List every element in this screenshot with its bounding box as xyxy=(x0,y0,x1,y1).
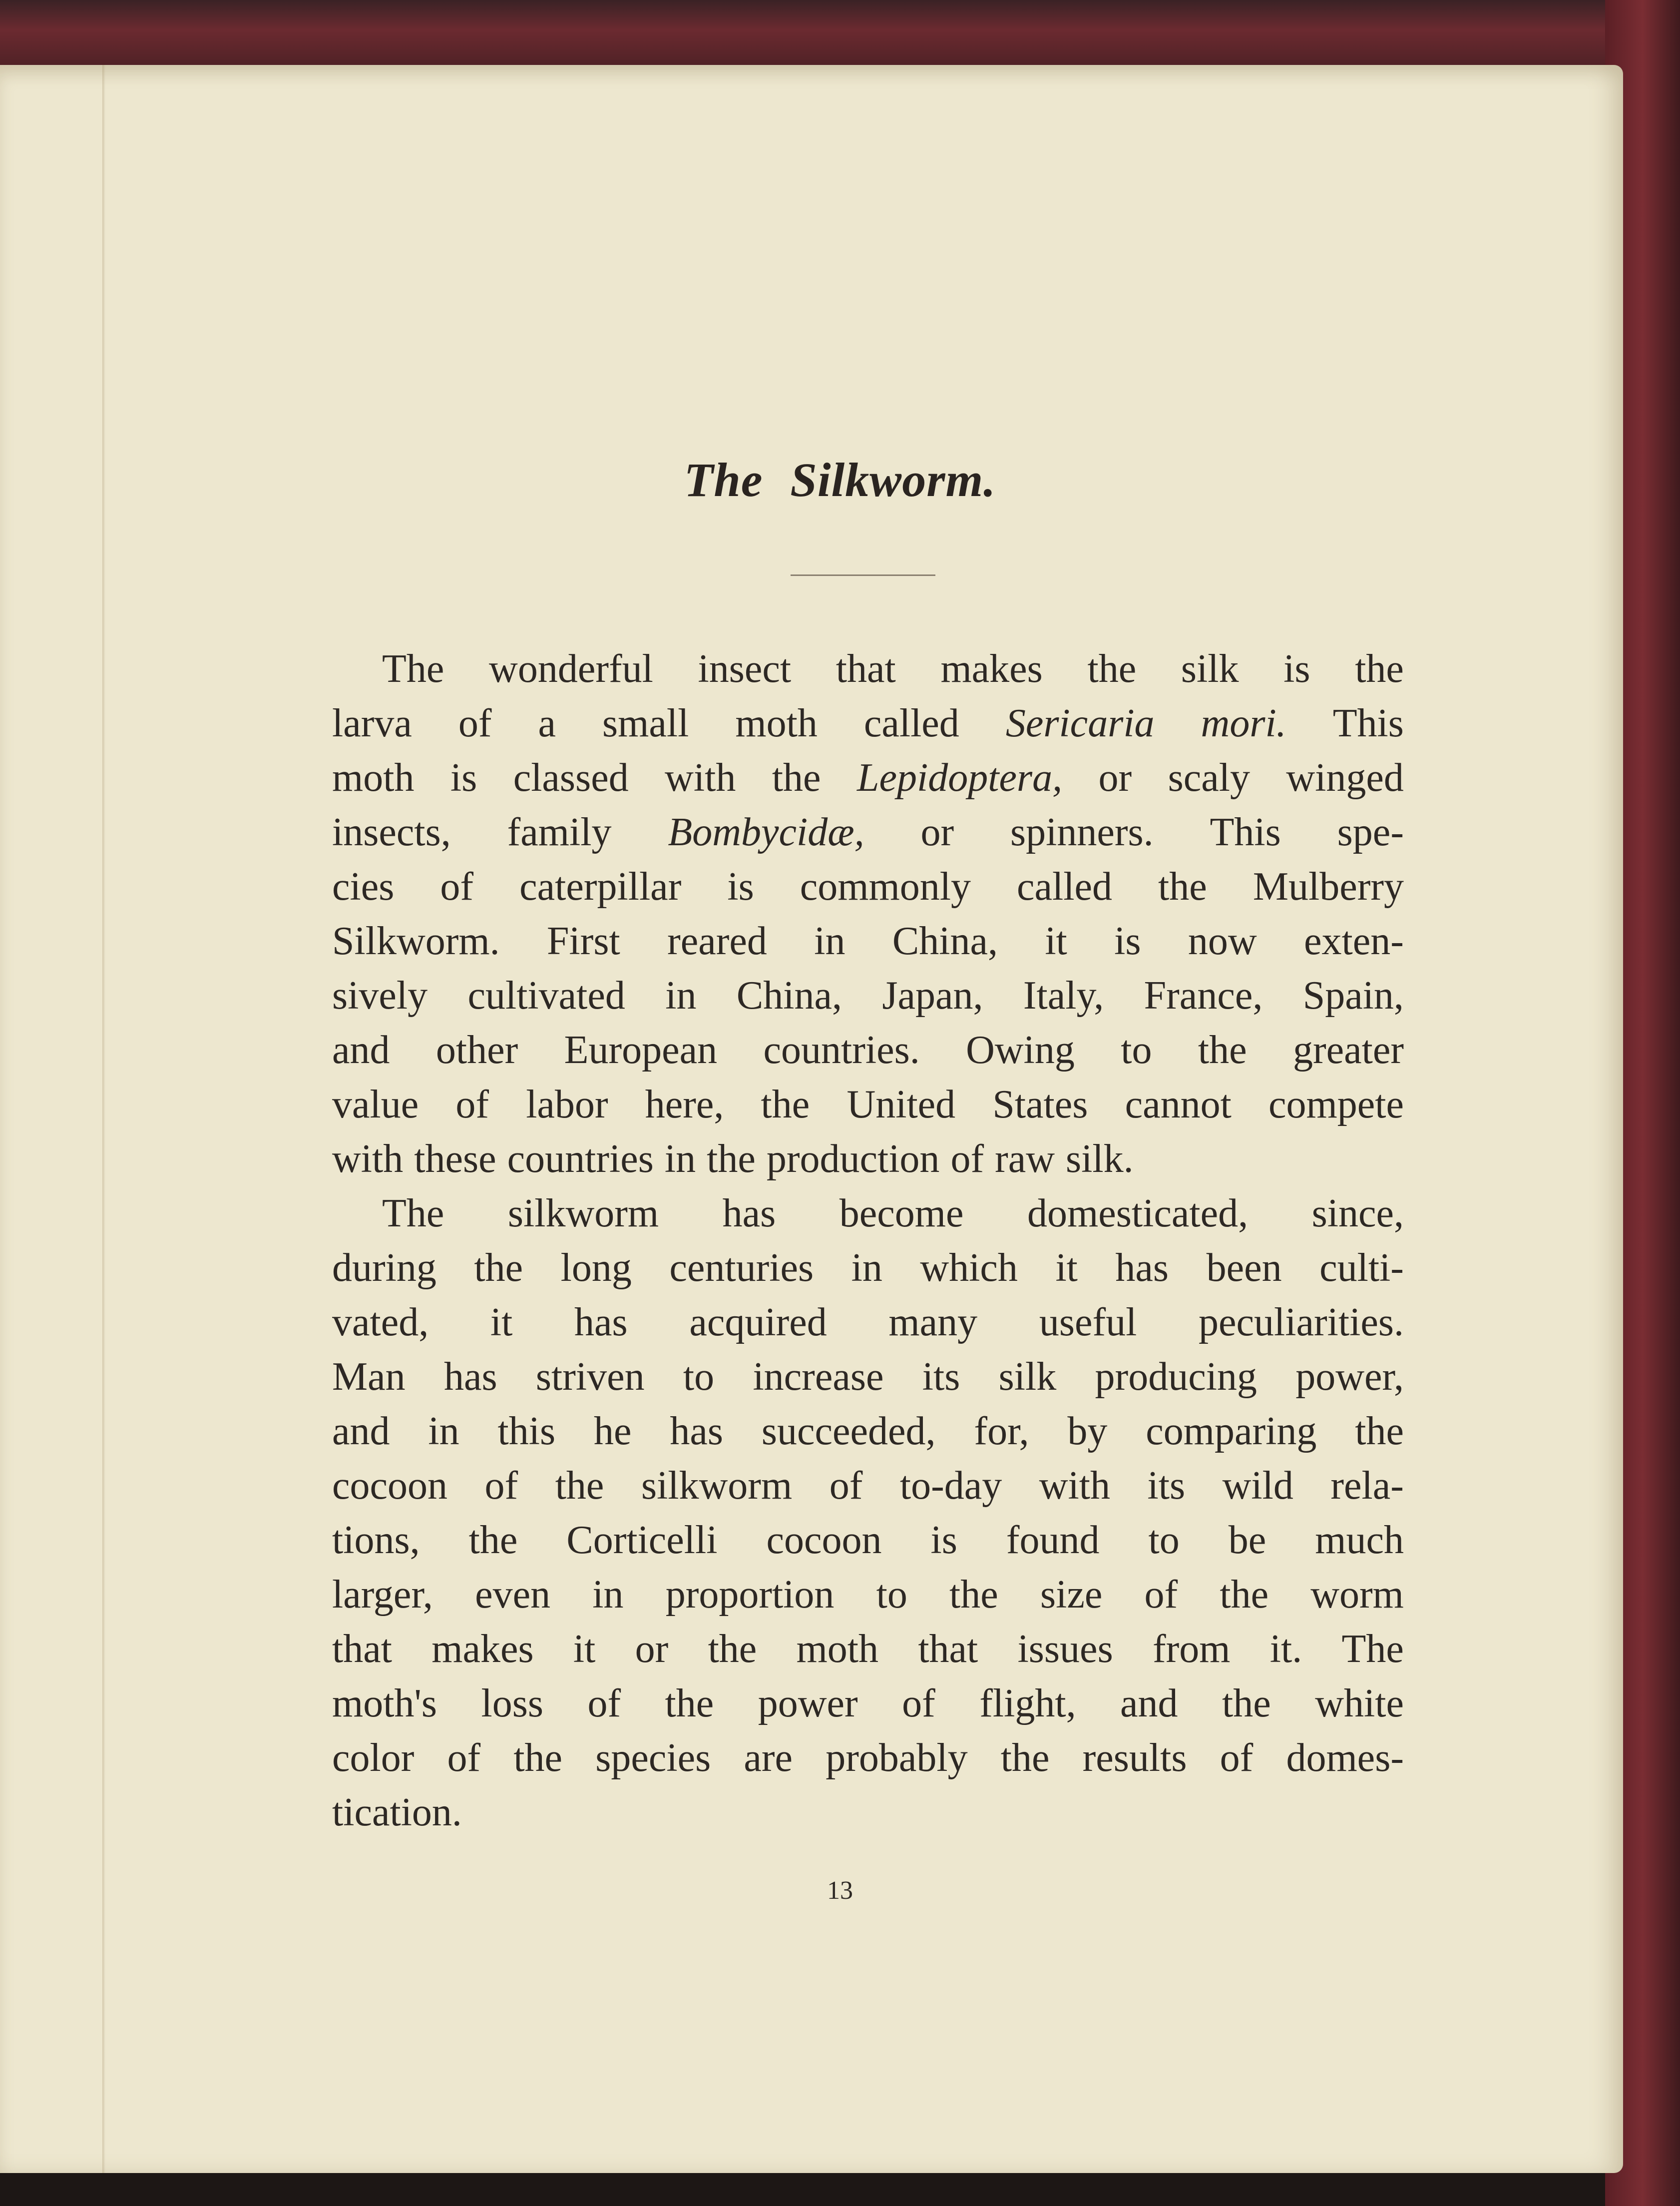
word: in xyxy=(428,1409,459,1453)
word: is xyxy=(1114,919,1141,963)
text-line xyxy=(332,1568,1404,1622)
word: vated, xyxy=(332,1300,429,1344)
word: to xyxy=(1148,1518,1180,1562)
text-line xyxy=(332,1622,1404,1676)
word: silk xyxy=(1181,647,1239,691)
word: proportion xyxy=(665,1573,835,1617)
word: other xyxy=(435,1028,518,1072)
text-line xyxy=(332,1132,1404,1186)
word: called xyxy=(863,701,959,745)
word: of xyxy=(829,1464,863,1508)
word: are xyxy=(744,1736,793,1780)
word: of xyxy=(587,1681,621,1725)
word: it xyxy=(1045,919,1067,963)
text-line xyxy=(332,1186,1404,1241)
text-line xyxy=(332,914,1404,969)
word: silk xyxy=(998,1355,1057,1399)
word: worm xyxy=(1310,1573,1404,1617)
word: tions, xyxy=(332,1518,420,1562)
word: The xyxy=(382,647,444,691)
word: silkworm xyxy=(641,1464,793,1508)
word: Silkworm. xyxy=(332,919,500,963)
word: scaly xyxy=(1168,756,1250,800)
word: the xyxy=(761,1083,810,1126)
word: wild xyxy=(1222,1464,1293,1508)
word: here, xyxy=(645,1083,724,1126)
word: and xyxy=(332,1028,390,1072)
word: the xyxy=(708,1627,757,1671)
word: be xyxy=(1228,1518,1266,1562)
text-line xyxy=(332,1241,1404,1295)
word: labor xyxy=(526,1083,608,1126)
word: of xyxy=(1220,1736,1254,1780)
word: rela- xyxy=(1330,1464,1404,1508)
word: useful xyxy=(1039,1300,1137,1344)
word: it. xyxy=(1269,1627,1302,1671)
word: that xyxy=(332,1627,392,1671)
body-text xyxy=(332,642,1404,1840)
word: comparing xyxy=(1146,1409,1317,1453)
word: insects, xyxy=(332,810,451,854)
word: color xyxy=(332,1736,415,1780)
word: has xyxy=(1115,1246,1169,1290)
word: reared xyxy=(667,919,767,963)
word: and xyxy=(1120,1681,1178,1725)
word: France, xyxy=(1144,974,1263,1018)
title-rule xyxy=(791,574,935,576)
word: of xyxy=(455,1083,489,1126)
word: in xyxy=(664,1137,696,1181)
word: acquired xyxy=(689,1300,827,1344)
word: is xyxy=(727,865,754,909)
word: with xyxy=(332,1137,404,1181)
word: greater xyxy=(1292,1028,1404,1072)
word: to xyxy=(1121,1028,1152,1072)
word: spinners. xyxy=(1010,810,1154,854)
word: cies xyxy=(332,865,395,909)
word: Spain, xyxy=(1302,974,1404,1018)
word: family xyxy=(507,810,612,854)
word: cocoon xyxy=(766,1518,882,1562)
word: now xyxy=(1188,919,1257,963)
word: species xyxy=(595,1736,711,1780)
word: probably xyxy=(826,1736,968,1780)
word: the xyxy=(1220,1573,1269,1617)
word: it xyxy=(490,1300,513,1344)
word: this xyxy=(497,1409,556,1453)
word: producing xyxy=(1095,1355,1257,1399)
word: tication. xyxy=(332,1790,462,1834)
word: the xyxy=(474,1246,523,1290)
word: he xyxy=(593,1409,632,1453)
word: the xyxy=(665,1681,714,1725)
word: commonly xyxy=(800,865,971,909)
book-cover-top-edge xyxy=(0,0,1680,75)
word: China, xyxy=(736,974,842,1018)
word: to xyxy=(876,1573,907,1617)
word: succeeded, xyxy=(761,1409,936,1453)
word: or xyxy=(635,1627,669,1671)
italic-word: Lepidoptera, xyxy=(856,756,1063,800)
word: moth xyxy=(796,1627,879,1671)
word: classed xyxy=(513,756,629,800)
word: larva xyxy=(332,701,412,745)
word: with xyxy=(665,756,736,800)
text-line xyxy=(332,1404,1404,1459)
word: the xyxy=(468,1518,518,1562)
word: in xyxy=(814,919,845,963)
text-line xyxy=(332,1785,1404,1840)
word: compete xyxy=(1268,1083,1404,1126)
word: Man xyxy=(332,1355,406,1399)
word: been xyxy=(1206,1246,1282,1290)
text-line xyxy=(332,751,1404,805)
word: its xyxy=(922,1355,960,1399)
word: of xyxy=(902,1681,935,1725)
word: of xyxy=(440,865,474,909)
word: Corticelli xyxy=(566,1518,718,1562)
word: for, xyxy=(974,1409,1029,1453)
word: long xyxy=(560,1246,632,1290)
word: its xyxy=(1147,1464,1186,1508)
word: issues xyxy=(1017,1627,1113,1671)
text-line xyxy=(332,1295,1404,1350)
text-line xyxy=(332,1459,1404,1513)
text-line xyxy=(332,1078,1404,1132)
word: The xyxy=(382,1191,444,1235)
word: The xyxy=(1341,1627,1404,1671)
word: wonderful xyxy=(489,647,653,691)
word: the xyxy=(1087,647,1137,691)
text-line xyxy=(332,969,1404,1023)
word: of xyxy=(950,1137,984,1181)
text-line xyxy=(332,1731,1404,1785)
word: This xyxy=(1210,810,1281,854)
word: the xyxy=(1198,1028,1247,1072)
text-line xyxy=(332,1023,1404,1078)
word: power xyxy=(758,1681,858,1725)
word: Italy, xyxy=(1023,974,1104,1018)
text-line xyxy=(332,696,1404,751)
word: has xyxy=(443,1355,497,1399)
word: moth xyxy=(332,756,415,800)
word: flight, xyxy=(979,1681,1076,1725)
word: during xyxy=(332,1246,436,1290)
word: the xyxy=(555,1464,604,1508)
word: spe- xyxy=(1337,810,1404,854)
word: silk. xyxy=(1066,1137,1134,1181)
text-line xyxy=(332,1676,1404,1731)
word: cocoon xyxy=(332,1464,448,1508)
word: become xyxy=(839,1191,964,1235)
word: the xyxy=(1158,865,1207,909)
word: which xyxy=(920,1246,1018,1290)
word: raw xyxy=(995,1137,1055,1181)
word: many xyxy=(888,1300,978,1344)
word: size xyxy=(1040,1573,1103,1617)
word: has xyxy=(722,1191,776,1235)
word: in xyxy=(665,974,697,1018)
word: Japan, xyxy=(882,974,983,1018)
word: moth xyxy=(735,701,818,745)
word: culti- xyxy=(1319,1246,1404,1290)
word: This xyxy=(1332,701,1404,745)
word: the xyxy=(513,1736,563,1780)
word: is xyxy=(1283,647,1310,691)
word: exten- xyxy=(1304,919,1404,963)
word: sively xyxy=(332,974,428,1018)
word: makes xyxy=(940,647,1043,691)
page-gutter xyxy=(102,65,105,2173)
word: the xyxy=(1355,647,1404,691)
word: peculiarities. xyxy=(1199,1300,1404,1344)
word: or xyxy=(1098,756,1132,800)
word: much xyxy=(1315,1518,1404,1562)
word: countries xyxy=(507,1137,654,1181)
word: is xyxy=(930,1518,957,1562)
word: Owing xyxy=(966,1028,1075,1072)
word: value xyxy=(332,1083,419,1126)
word: production xyxy=(766,1137,940,1181)
word: European xyxy=(564,1028,718,1072)
word: increase xyxy=(753,1355,884,1399)
word: the xyxy=(1000,1736,1050,1780)
word: has xyxy=(670,1409,723,1453)
word: in xyxy=(851,1246,882,1290)
word: of xyxy=(1144,1573,1178,1617)
word: winged xyxy=(1286,756,1404,800)
word: striven xyxy=(535,1355,645,1399)
word: caterpillar xyxy=(519,865,682,909)
word: United xyxy=(846,1083,956,1126)
italic-word: Sericaria xyxy=(1005,701,1155,745)
word: of xyxy=(484,1464,518,1508)
page-number: 13 xyxy=(827,1876,853,1905)
word: even xyxy=(475,1573,551,1617)
word: that xyxy=(836,647,896,691)
text-line xyxy=(332,642,1404,696)
word: by xyxy=(1067,1409,1108,1453)
text-line xyxy=(332,860,1404,914)
word: domesticated, xyxy=(1027,1191,1249,1235)
word: domes- xyxy=(1286,1736,1404,1780)
word: to-day xyxy=(899,1464,1002,1508)
word: loss xyxy=(481,1681,543,1725)
text-line xyxy=(332,1513,1404,1568)
italic-word: mori. xyxy=(1201,701,1286,745)
chapter-title: The Silkworm. xyxy=(684,453,996,507)
text-line xyxy=(332,1350,1404,1404)
word: a xyxy=(538,701,556,745)
word: countries. xyxy=(763,1028,920,1072)
word: called xyxy=(1017,865,1112,909)
word: these xyxy=(414,1137,496,1181)
word: power, xyxy=(1295,1355,1404,1399)
word: First xyxy=(546,919,620,963)
word: in xyxy=(592,1573,624,1617)
word: larger, xyxy=(332,1573,433,1617)
word: or xyxy=(920,810,954,854)
word: it xyxy=(573,1627,596,1671)
word: found xyxy=(1006,1518,1100,1562)
word: Mulberry xyxy=(1253,865,1404,909)
word: the xyxy=(949,1573,998,1617)
word: white xyxy=(1315,1681,1404,1725)
word: States xyxy=(992,1083,1088,1126)
word: silkworm xyxy=(507,1191,659,1235)
word: China, xyxy=(892,919,998,963)
word: the xyxy=(707,1137,756,1181)
word: centuries xyxy=(669,1246,814,1290)
word: cannot xyxy=(1125,1083,1232,1126)
word: of xyxy=(458,701,492,745)
word: moth's xyxy=(332,1681,437,1725)
word: insect xyxy=(698,647,792,691)
word: small xyxy=(602,701,689,745)
word: since, xyxy=(1311,1191,1404,1235)
word: the xyxy=(772,756,821,800)
word: that xyxy=(918,1627,978,1671)
word: has xyxy=(574,1300,628,1344)
word: results xyxy=(1082,1736,1187,1780)
word: of xyxy=(447,1736,481,1780)
word: with xyxy=(1039,1464,1110,1508)
word: makes xyxy=(431,1627,534,1671)
word: and xyxy=(332,1409,390,1453)
word: is xyxy=(450,756,477,800)
word: to xyxy=(683,1355,715,1399)
italic-word: Bombycidæ, xyxy=(668,810,864,854)
word: it xyxy=(1055,1246,1078,1290)
word: the xyxy=(1222,1681,1271,1725)
word: cultivated xyxy=(467,974,625,1018)
word: the xyxy=(1355,1409,1404,1453)
word: from xyxy=(1152,1627,1231,1671)
text-line xyxy=(332,805,1404,860)
